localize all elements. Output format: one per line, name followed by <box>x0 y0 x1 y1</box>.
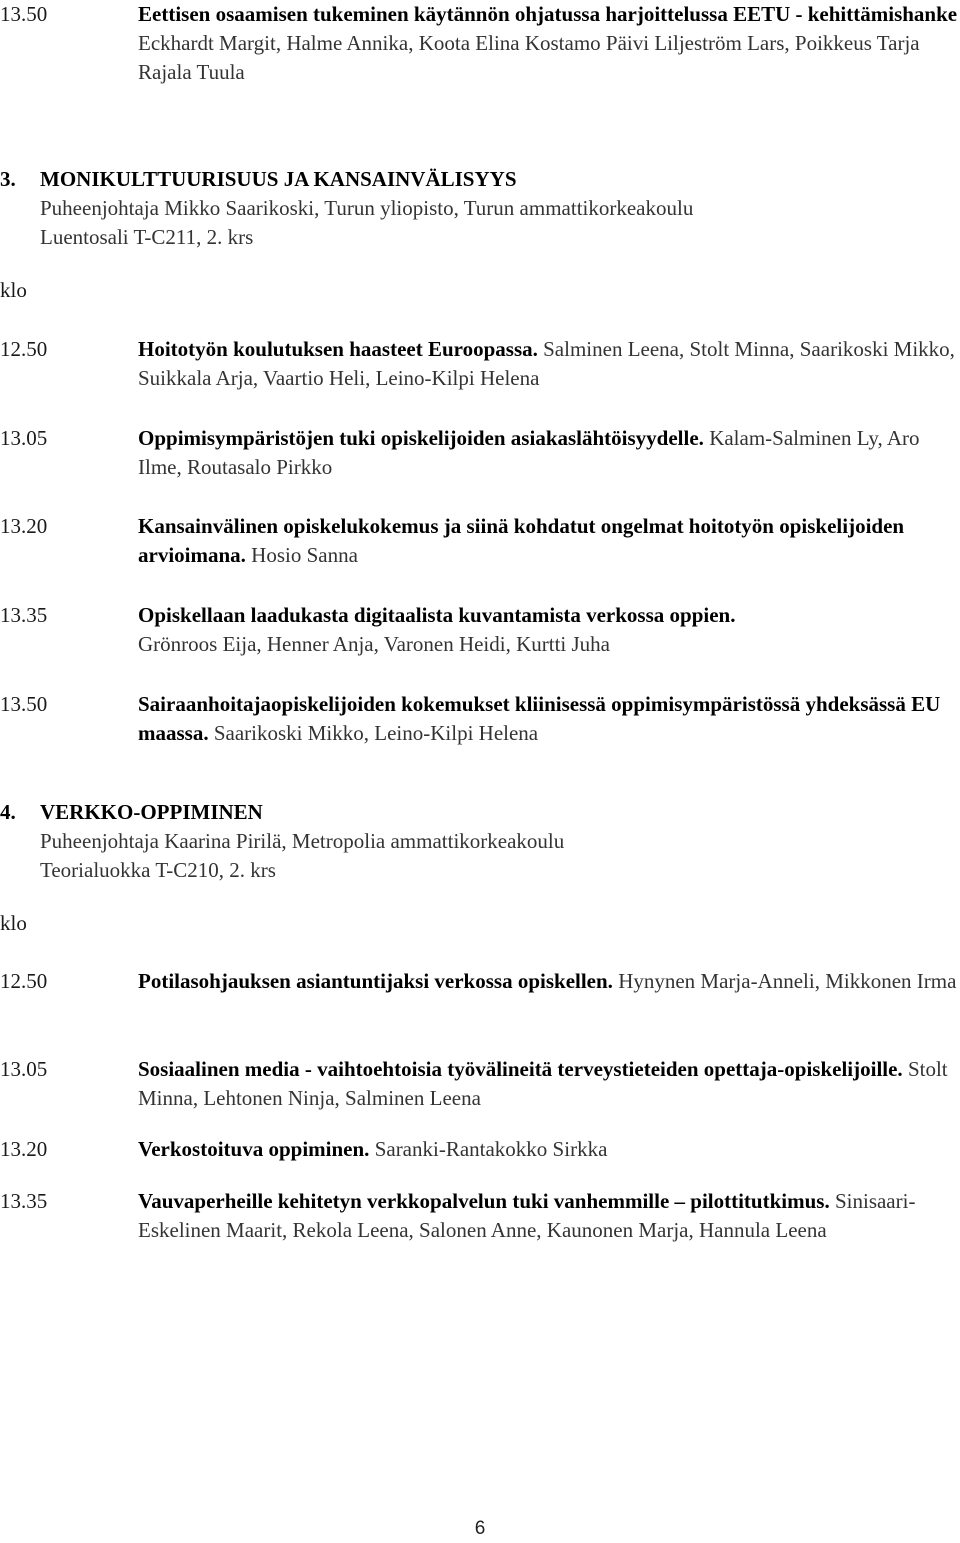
entry-time: 13.20 <box>0 514 48 538</box>
entry-body <box>138 335 960 393</box>
program-entry <box>0 1187 960 1277</box>
section-chair: Puheenjohtaja Mikko Saarikoski, Turun yliopisto, Turun ammattikorkeakoulu <box>40 196 694 220</box>
entry-time: 12.50 <box>0 969 48 993</box>
entry-body <box>138 690 960 748</box>
entry-title: Verkostoituva oppiminen. <box>138 1137 375 1161</box>
section-header-body <box>40 165 960 252</box>
entry-title: Vauvaperheille kehitetyn verkkopalvelun tuki vanhemmille – pilottitutkimus. <box>138 1189 835 1213</box>
program-entry <box>0 1135 960 1165</box>
section-room: Luentosali T-C211, 2. krs <box>40 225 254 249</box>
section-number: 4. <box>0 800 16 824</box>
entry-authors: Eckhardt Margit, Halme Annika, Koota Elina Kostamo Päivi Liljeström Lars, Poikkeus Tarja Rajala Tuula <box>138 31 920 84</box>
entry-body <box>138 512 960 570</box>
entry-authors: Kalam-Salminen Ly, Aro Ilme, Routasalo Pirkko <box>138 426 920 479</box>
entry-authors: Salminen Leena, Stolt Minna, Saarikoski Mikko, Suikkala Arja, Vaartio Heli, Leino-Kilpi Helena <box>138 337 955 390</box>
entry-time: 13.05 <box>0 426 48 450</box>
entry-authors: Sinisaari-Eskelinen Maarit, Rekola Leena, Salonen Anne, Kaunonen Marja, Hannula Leena <box>138 1189 916 1242</box>
section-chair: Puheenjohtaja Kaarina Pirilä, Metropolia ammattikorkeakoulu <box>40 829 565 853</box>
entry-title: Sairaanhoitajaopiskelijoiden kokemukset kliinisessä oppimisympäristössä yhdeksässä EU maassa. <box>138 692 941 745</box>
section-header-body <box>40 798 960 885</box>
klo-label: klo <box>0 278 27 302</box>
entry-title: Sosiaalinen media - vaihtoehtoisia työvälineitä terveystieteiden opettaja-opiskelijoille. <box>138 1057 908 1081</box>
klo-label: klo <box>0 911 27 935</box>
entry-title: Eettisen osaamisen tukeminen käytännön ohjatussa harjoittelussa EETU - kehittämishanke <box>138 2 958 26</box>
entry-body <box>138 1135 960 1164</box>
program-entry <box>0 967 960 1027</box>
entry-time: 13.20 <box>0 1137 48 1161</box>
entry-authors: Hynynen Marja-Anneli, Mikkonen Irma <box>618 969 957 993</box>
entry-time: 13.50 <box>0 692 48 716</box>
program-entry <box>0 601 960 661</box>
entry-body <box>138 601 960 659</box>
entry-body <box>138 967 960 996</box>
program-entry <box>0 690 960 750</box>
entry-time: 13.50 <box>0 2 48 26</box>
entry-body <box>138 1187 960 1245</box>
program-entry <box>0 512 960 572</box>
section-room: Teorialuokka T-C210, 2. krs <box>40 858 276 882</box>
entry-authors: Hosio Sanna <box>251 543 358 567</box>
page-number: 6 <box>474 1518 486 1539</box>
section-title: VERKKO-OPPIMINEN <box>40 800 263 824</box>
section-header-4 <box>0 798 960 888</box>
entry-authors: Stolt Minna, Lehtonen Ninja, Salminen Leena <box>138 1057 948 1110</box>
entry-title: Potilasohjauksen asiantuntijaksi verkossa opiskellen. <box>138 969 619 993</box>
entry-title: Hoitotyön koulutuksen haasteet Euroopassa. <box>138 337 544 361</box>
entry-time: 13.35 <box>0 1189 48 1213</box>
entry-body <box>138 424 960 482</box>
entry-time: 13.05 <box>0 1057 48 1081</box>
section-title: MONIKULTTUURISUUS JA KANSAINVÄLISYYS <box>40 167 517 191</box>
entry-time: 12.50 <box>0 337 48 361</box>
program-entry <box>0 0 960 116</box>
program-entry <box>0 335 960 395</box>
entry-title: Opiskellaan laadukasta digitaalista kuvantamista verkossa oppien. <box>138 603 736 627</box>
entry-title: Oppimisympäristöjen tuki opiskelijoiden asiakaslähtöisyydelle. <box>138 426 710 450</box>
section-number: 3. <box>0 167 16 191</box>
entry-authors: Grönroos Eija, Henner Anja, Varonen Heidi, Kurtti Juha <box>138 632 611 656</box>
entry-time: 13.35 <box>0 603 48 627</box>
entry-authors: Saranki-Rantakokko Sirkka <box>374 1137 608 1161</box>
entry-body <box>138 1055 960 1113</box>
entry-body <box>138 0 960 87</box>
section-header-3 <box>0 165 960 255</box>
entry-title: Kansainvälinen opiskelukokemus ja siinä kohdatut ongelmat hoitotyön opiskelijoiden arvioimana. <box>138 514 905 567</box>
entry-authors: Saarikoski Mikko, Leino-Kilpi Helena <box>213 721 539 745</box>
program-entry <box>0 1055 960 1115</box>
program-entry <box>0 424 960 484</box>
